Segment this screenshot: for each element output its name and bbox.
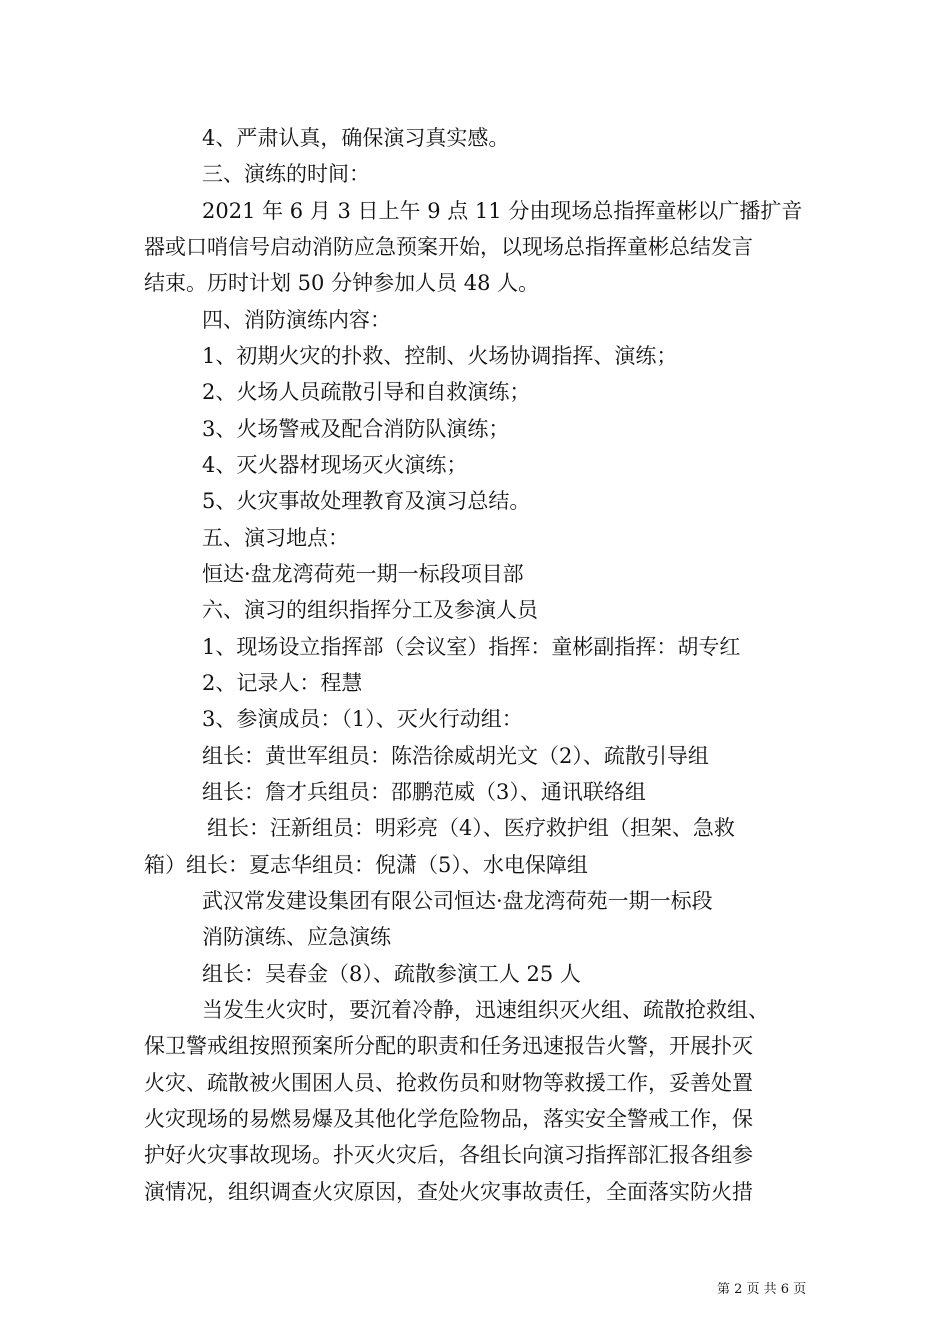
paragraph-line: 当发生火灾时，要沉着冷静，迅速组织灭火组、疏散抢救组、 bbox=[202, 998, 769, 1022]
text-line: 器或口哨信号启动消防应急预案开始，以现场总指挥童彬总结发言 bbox=[144, 235, 753, 259]
text-line: 箱）组长：夏志华组员：倪潇（5）、水电保障组 bbox=[144, 853, 588, 877]
list-item: 4、灭火器材现场灭火演练； bbox=[202, 453, 468, 477]
text-line: 消防演练、应急演练 bbox=[202, 925, 391, 949]
paragraph-line: 演情况，组织调查火灾原因，查处火灾事故责任，全面落实防火措 bbox=[144, 1180, 753, 1204]
list-item: 1、现场设立指挥部（会议室）指挥：童彬副指挥：胡专红 bbox=[202, 635, 741, 659]
page-number: 第 2 页 共 6 页 bbox=[717, 1282, 807, 1297]
text-line: 恒达·盘龙湾荷苑一期一标段项目部 bbox=[202, 562, 524, 586]
list-item: 2、火场人员疏散引导和自救演练； bbox=[202, 380, 531, 404]
paragraph-line: 保卫警戒组按照预案所分配的职责和任务迅速报告火警，开展扑灭 bbox=[144, 1034, 753, 1058]
text-line: 组长：黄世军组员：陈浩徐威胡光文（2）、疏散引导组 bbox=[202, 744, 709, 768]
text-line: 4、严肃认真，确保演习真实感。 bbox=[202, 126, 510, 150]
text-line: 武汉常发建设集团有限公司恒达·盘龙湾荷苑一期一标段 bbox=[202, 889, 713, 913]
text-line: 组长：吴春金（8）、疏散参演工人 25 人 bbox=[202, 962, 581, 986]
section-heading: 五、演习地点： bbox=[202, 526, 349, 550]
list-item: 5、火灾事故处理教育及演习总结。 bbox=[202, 489, 531, 513]
list-item: 3、火场警戒及配合消防队演练； bbox=[202, 417, 510, 441]
paragraph-line: 火灾、疏散被火围困人员、抢救伤员和财物等救援工作，妥善处置 bbox=[144, 1071, 753, 1095]
text-line: 结束。历时计划 50 分钟参加人员 48 人。 bbox=[144, 271, 540, 295]
list-item: 1、初期火灾的扑救、控制、火场协调指挥、演练； bbox=[202, 344, 678, 368]
list-item: 2、记录人：程慧 bbox=[202, 671, 363, 695]
paragraph-line: 护好火灾事故现场。扑灭火灾后，各组长向演习指挥部汇报各组参 bbox=[144, 1143, 753, 1167]
text-line: 组长：汪新组员：明彩亮（4）、医疗救护组（担架、急救 bbox=[207, 816, 735, 840]
section-heading: 六、演习的组织指挥分工及参演人员 bbox=[202, 598, 538, 622]
section-heading: 三、演练的时间： bbox=[202, 162, 370, 186]
section-heading: 四、消防演练内容： bbox=[202, 308, 391, 332]
list-item: 3、参演成员：（1）、灭火行动组： bbox=[202, 707, 523, 731]
text-line: 2021 年 6 月 3 日上午 9 点 11 分由现场总指挥童彬以广播扩音 bbox=[202, 199, 803, 223]
paragraph-line: 火灾现场的易燃易爆及其他化学危险物品，落实安全警戒工作，保 bbox=[144, 1107, 753, 1131]
text-line: 组长：詹才兵组员：邵鹏范威（3）、通讯联络组 bbox=[202, 780, 646, 804]
